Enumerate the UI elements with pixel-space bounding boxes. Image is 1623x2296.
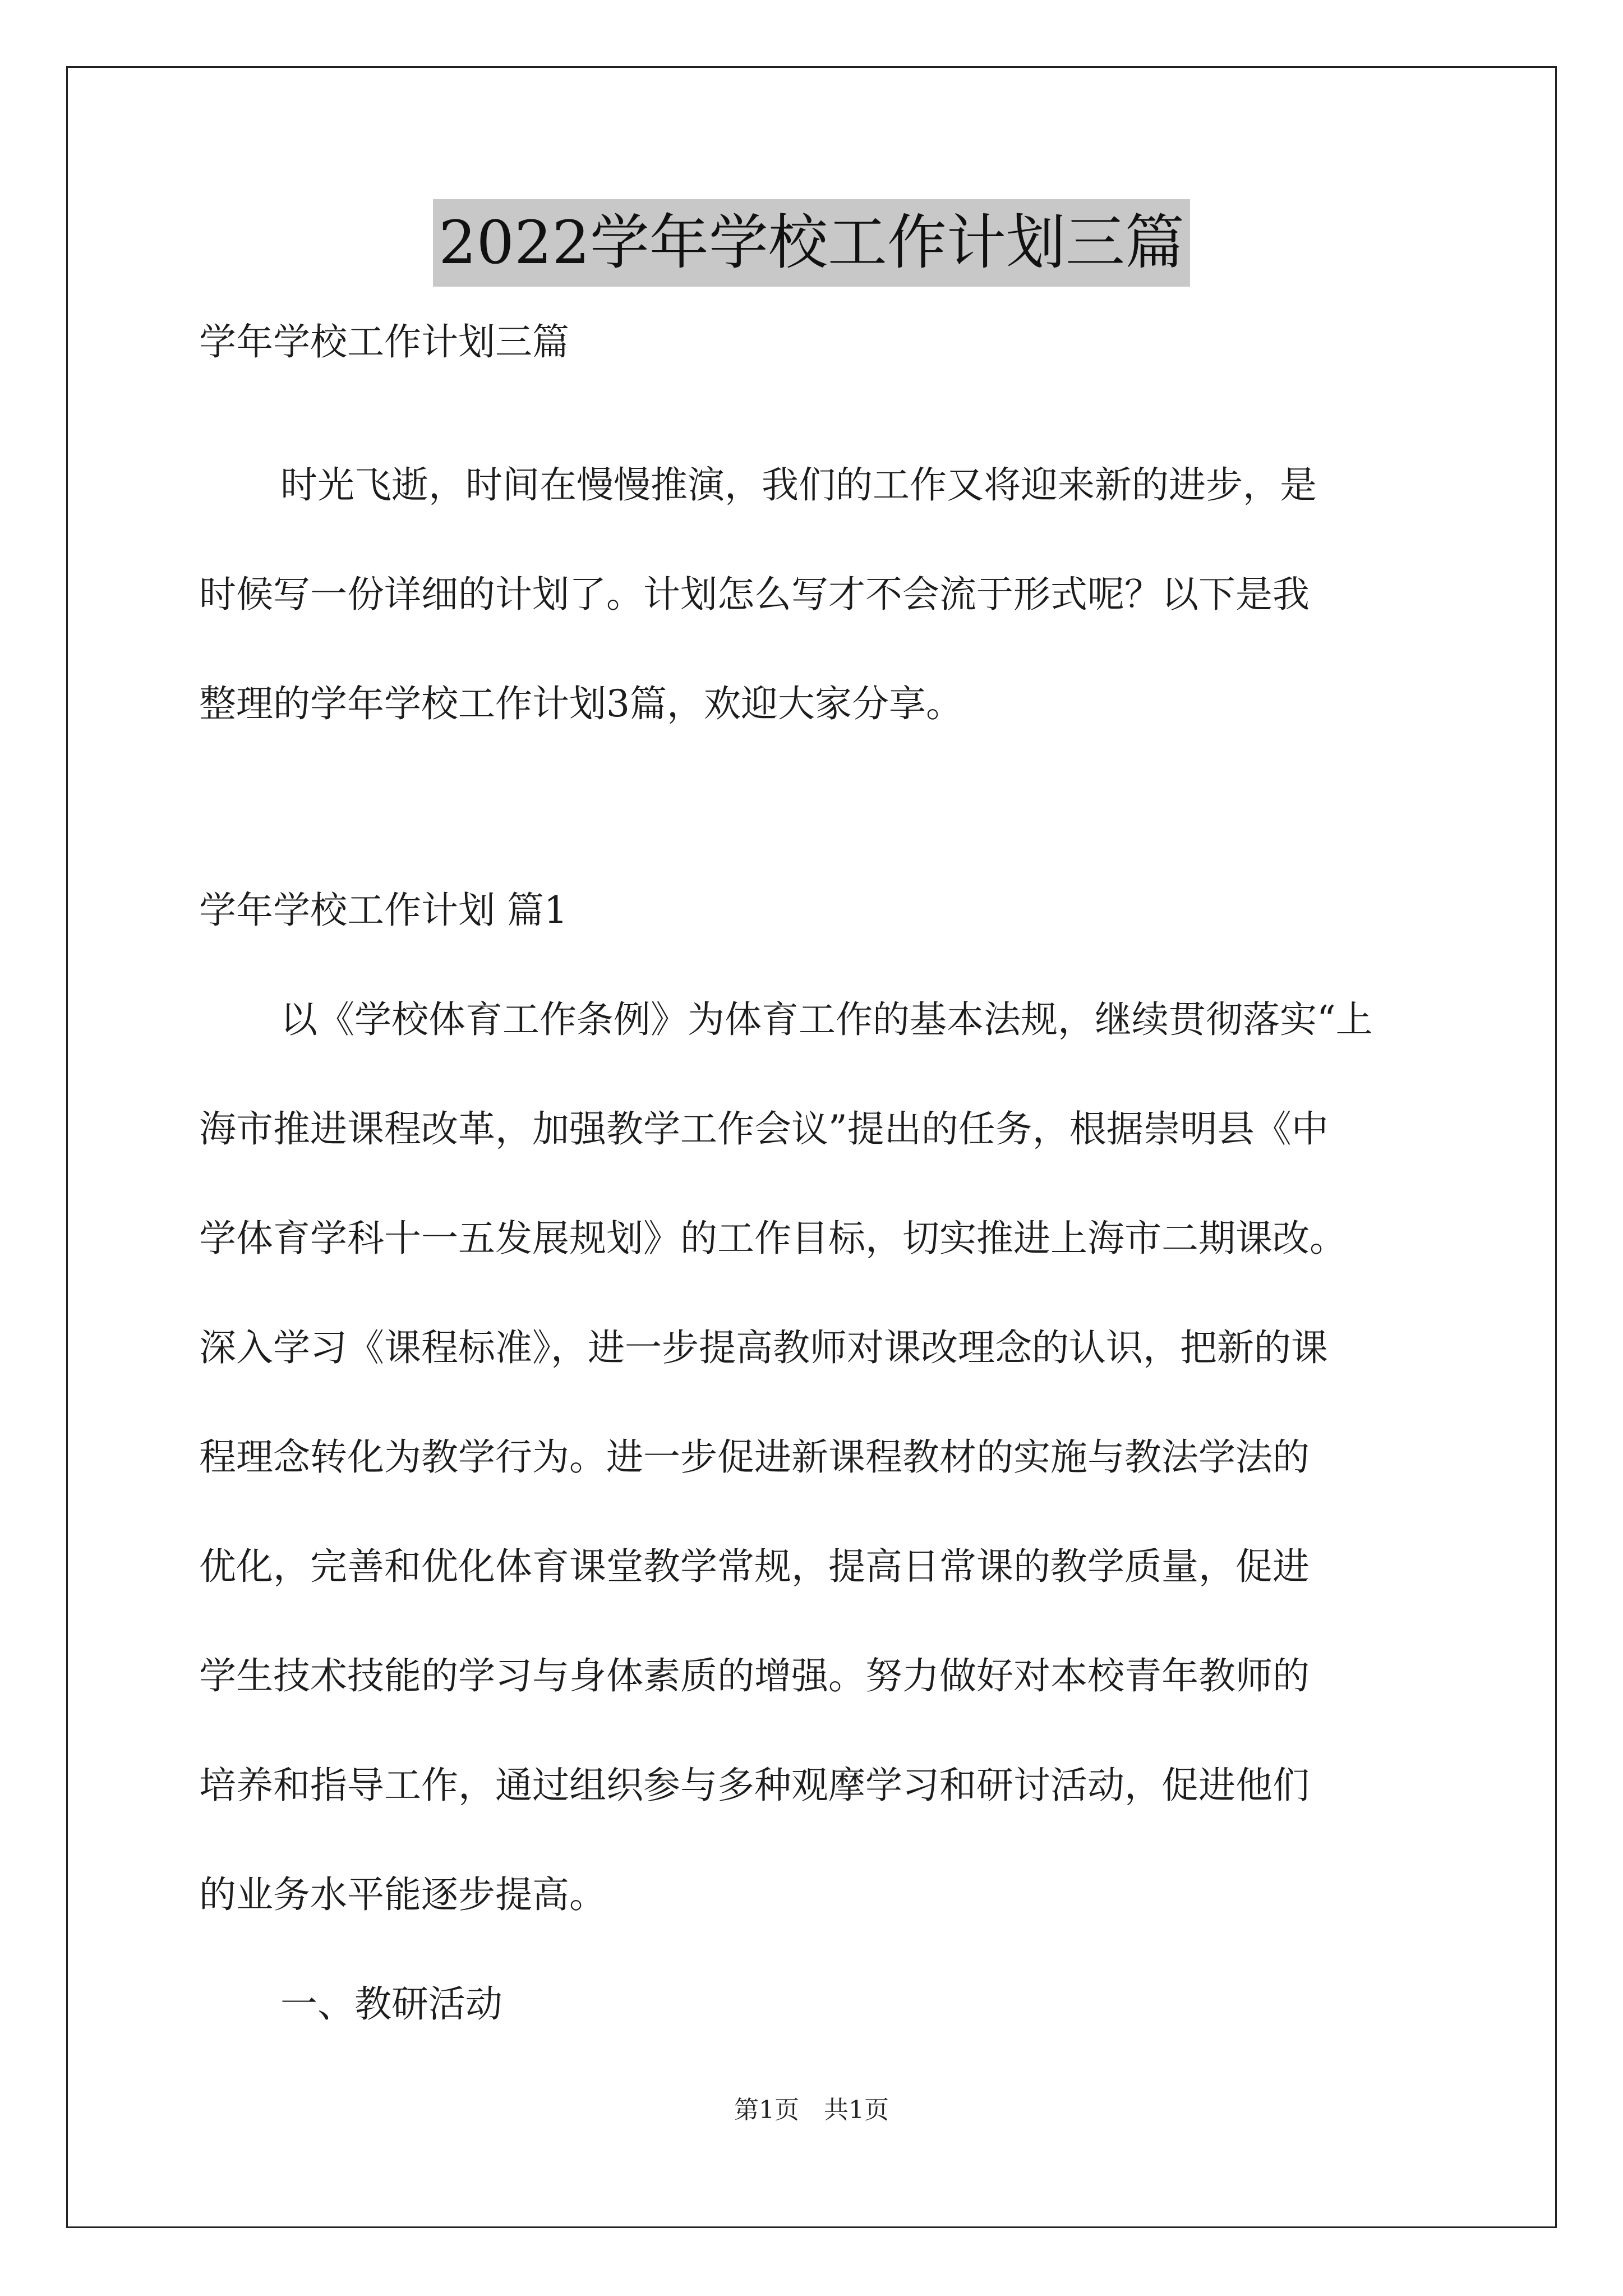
title-container [0, 199, 1623, 287]
body-line-9: 的业务水平能逐步提高。 [199, 1873, 606, 1916]
body-line-4: 深入学习《课程标准》，进一步提高教师对课改理念的认识，把新的课 [199, 1326, 1328, 1369]
body-line-2: 海市推进课程改革，加强教学工作会议”提出的任务，根据崇明县《中 [199, 1107, 1329, 1151]
intro-line-1: 时光飞逝，时间在慢慢推演，我们的工作又将迎来新的进步，是 [280, 463, 1317, 507]
body-line-5: 程理念转化为教学行为。进一步促进新课程教材的实施与教法学法的 [199, 1435, 1310, 1479]
body-line-8: 培养和指导工作，通过组织参与多种观摩学习和研讨活动，促进他们 [199, 1764, 1310, 1807]
body-line-1: 以《学校体育工作条例》为体育工作的基本法规，继续贯彻落实“上 [280, 998, 1373, 1041]
body-line-6: 优化，完善和优化体育课堂教学常规，提高日常课的教学质量，促进 [199, 1545, 1310, 1588]
document-subtitle: 学年学校工作计划三篇 [199, 320, 569, 364]
document-title: 2022学年学校工作计划三篇 [433, 199, 1190, 287]
body-line-3: 学体育学科十一五发展规划》的工作目标，切实推进上海市二期课改。 [199, 1217, 1347, 1260]
intro-line-2: 时候写一份详细的计划了。计划怎么写才不会流于形式呢？以下是我 [199, 573, 1310, 616]
page-footer: 第1页 共1页 [734, 2096, 889, 2124]
section-heading: 学年学校工作计划 篇1 [199, 889, 568, 932]
subheading-research: 一、教研活动 [280, 1982, 502, 2026]
intro-line-3: 整理的学年学校工作计划3篇，欢迎大家分享。 [199, 682, 963, 725]
body-line-7: 学生技术技能的学习与身体素质的增强。努力做好对本校青年教师的 [199, 1654, 1310, 1697]
